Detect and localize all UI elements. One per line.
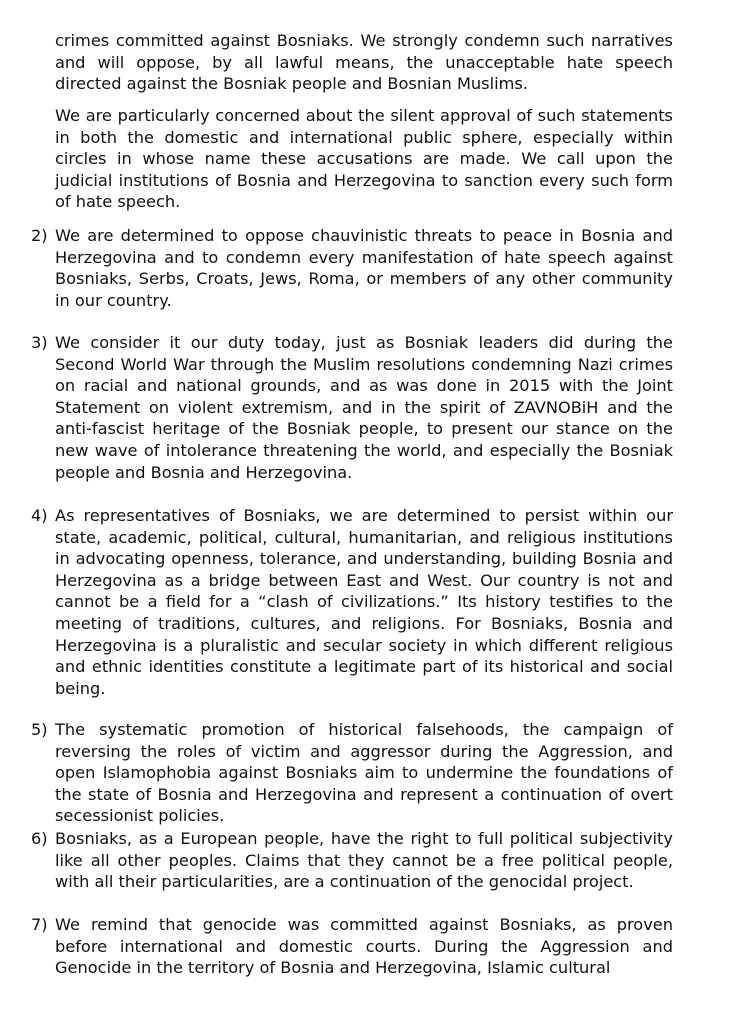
list-number: 3) [31,333,48,352]
list-number: 2) [31,226,48,245]
intro-paragraph-2: We are particularly concerned about the silent approval of such statements in both the domestic and international public sphere, especially within circles in whose name these accusations are made. We call upon the judicial institutions of Bosnia and Herzegovina to sanction every such form of hate speech. [55,106,673,212]
list-text: The systematic promotion of historical falsehoods, the campaign of reversing the roles of victim and aggressor during the Aggression, and open Islamophobia against Bosniaks aim to undermine the foundations of the state of Bosnia and Herzegovina and represent a continuation of overt secessionist policies. [55,720,673,826]
list-item-6 [31,828,673,893]
intro-paragraph-1: crimes committed against Bosniaks. We strongly condemn such narratives and will oppose, by all lawful means, the unacceptable hate speech directed against the Bosniak people and Bosnian Muslims. [55,31,673,94]
list-item-5 [31,719,673,827]
list-text: We are determined to oppose chauvinistic threats to peace in Bosnia and Herzegovina and to condemn every manifestation of hate speech against Bosniaks, Serbs, Croats, Jews, Roma, or members of any other community in our country. [55,226,673,310]
list-item-4 [31,505,673,699]
list-number: 5) [31,720,48,739]
list-number: 4) [31,506,48,525]
list-text: As representatives of Bosniaks, we are determined to persist within our state, academic, political, cultural, humanitarian, and religious institutions in advocating openness, tolerance, and understanding, building Bosnia and Herzegovina as a bridge between East and West. Our country is not and cannot be a field for a “clash of civilizations.” Its history testifies to the meeting of traditions, cultures, and religions. For Bosniaks, Bosnia and Herzegovina is a pluralistic and secular society in which different religious and ethnic identities constitute a legitimate part of its historical and social being. [55,506,673,698]
list-number: 6) [31,829,48,848]
list-text: We remind that genocide was committed against Bosniaks, as proven before international and domestic courts. During the Aggression and Genocide in the territory of Bosnia and Herzegovina, Islamic cultural [55,915,673,978]
list-item-3 [31,332,673,483]
list-item-7 [31,914,673,979]
list-number: 7) [31,915,48,934]
list-text: We consider it our duty today, just as Bosniak leaders did during the Second World War through the Muslim resolutions condemning Nazi crimes on racial and national grounds, and as was done in 2015 with the Joint Statement on violent extremism, and in the spirit of ZAVNOBiH and the anti-fascist heritage of the Bosniak people, to present our stance on the new wave of intolerance threatening the world, and especially the Bosniak people and Bosnia and Herzegovina. [55,333,673,482]
list-text: Bosniaks, as a European people, have the right to full political subjectivity like all other peoples. Claims that they cannot be a free political people, with all their particularities, are a continuation of the genocidal project. [55,829,673,892]
list-item-2 [31,225,673,311]
